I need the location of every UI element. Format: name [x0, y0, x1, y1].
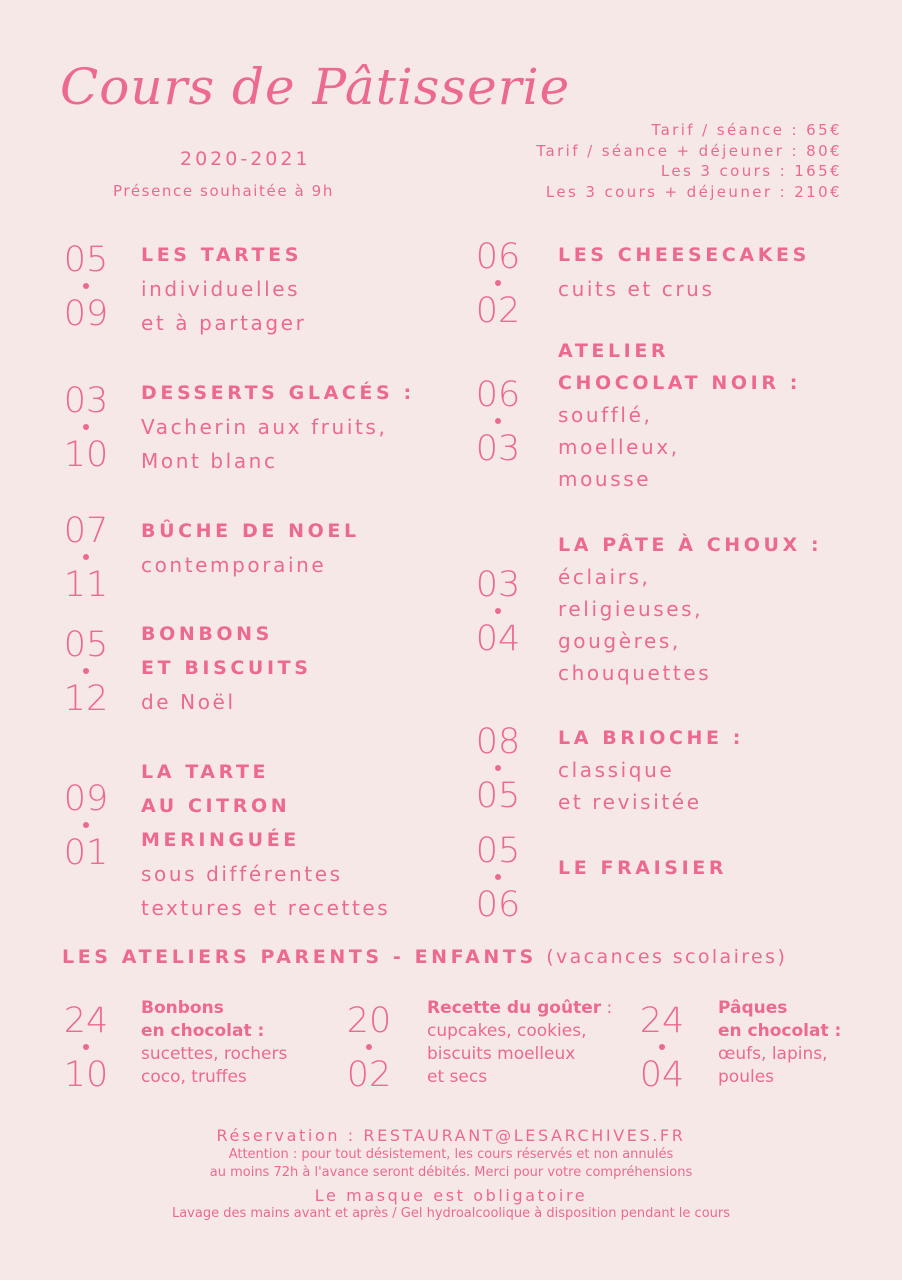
course-heading: LES CHEESECAKES: [558, 244, 810, 266]
course-heading: LA BRIOCHE :: [558, 727, 744, 749]
course-month: 03: [475, 429, 521, 469]
workshop-day: 24: [639, 1001, 685, 1041]
workshop-item: [718, 997, 841, 1089]
course-date: [472, 826, 524, 930]
course-heading: AU CITRON: [141, 795, 291, 817]
course-heading: BÛCHE DE NOEL: [141, 520, 360, 542]
course-heading: MERINGUÉE: [141, 829, 300, 851]
course-line: chouquettes: [558, 661, 712, 685]
workshop-line: cupcakes, cookies,: [427, 1021, 587, 1041]
course-line: sous différentes: [141, 862, 343, 886]
cancellation-line: au moins 72h à l'avance seront débités. Merci pour votre compréhensions: [209, 1165, 693, 1180]
workshop-month: 04: [639, 1055, 685, 1095]
workshop-item: [141, 997, 287, 1089]
course-day: 08: [475, 722, 521, 762]
workshop-month: 02: [346, 1055, 392, 1095]
course-line: de Noël: [141, 690, 236, 714]
course-item: [141, 514, 360, 582]
price-line: Les 3 cours + déjeuner : 210€: [545, 182, 842, 201]
course-month: 09: [63, 294, 109, 334]
course-line: contemporaine: [141, 553, 327, 577]
course-item: [141, 755, 390, 925]
price-line: Les 3 cours : 165€: [660, 162, 842, 180]
season-year: 2020-2021: [180, 148, 311, 170]
course-heading: LA PÂTE À CHOUX :: [558, 534, 823, 556]
course-day: 07: [63, 511, 109, 551]
course-month: 04: [475, 619, 521, 659]
workshop-heading: en chocolat :: [141, 1021, 265, 1041]
course-item: [558, 529, 822, 689]
course-date: [60, 774, 112, 878]
hygiene-notice: Lavage des mains avant et après / Gel hydroalcoolique à disposition pendant le cours: [171, 1206, 731, 1221]
course-heading: BONBONS: [141, 623, 273, 645]
course-line: Vacherin aux fruits,: [141, 415, 388, 439]
workshop-heading: en chocolat :: [718, 1021, 842, 1041]
course-day: 06: [475, 237, 521, 277]
workshop-heading: Recette du goûter: [427, 998, 602, 1018]
workshop-heading-suffix: :: [601, 998, 613, 1018]
cancellation-note: [0, 1146, 902, 1182]
course-line: éclairs,: [558, 565, 651, 589]
course-line: et revisitée: [558, 790, 702, 814]
price-line: Tarif / séance : 65€: [651, 121, 842, 139]
course-day: 05: [63, 240, 109, 280]
workshop-line: et secs: [427, 1067, 488, 1087]
workshop-line: coco, truffes: [141, 1067, 247, 1087]
workshop-line: œufs, lapins,: [718, 1044, 828, 1064]
cancellation-line: Attention : pour tout désistement, les cours réservés et non annulés: [228, 1147, 674, 1162]
course-line: textures et recettes: [141, 896, 391, 920]
course-item: [558, 238, 810, 306]
course-heading: ATELIER: [558, 340, 670, 362]
course-date: [60, 620, 112, 724]
workshop-day: 20: [346, 1001, 392, 1041]
course-day: 03: [63, 381, 109, 421]
course-line: cuits et crus: [558, 277, 715, 301]
course-line: Mont blanc: [141, 449, 278, 473]
workshop-date: [343, 996, 395, 1100]
reservation-line: Réservation : RESTAURANT@LESARCHIVES.FR: [216, 1126, 686, 1145]
course-line: soufflé,: [558, 403, 653, 427]
course-heading: LE FRAISIER: [558, 857, 728, 879]
course-date: [472, 370, 524, 474]
course-date: [472, 232, 524, 336]
course-heading: LA TARTE: [141, 761, 270, 783]
workshop-date: [636, 996, 688, 1100]
course-item: [558, 335, 801, 495]
course-month: 06: [475, 885, 521, 925]
course-month: 12: [63, 679, 109, 719]
course-line: gougères,: [558, 629, 681, 653]
price-line: Tarif / séance + déjeuner : 80€: [536, 141, 842, 160]
course-date: [60, 506, 112, 610]
course-month: 01: [63, 833, 109, 873]
workshop-line: poules: [718, 1067, 775, 1087]
course-date: [60, 376, 112, 480]
workshop-month: 10: [63, 1055, 109, 1095]
price-list: [536, 120, 842, 202]
workshop-line: biscuits moelleux: [427, 1044, 576, 1064]
course-date: [60, 235, 112, 339]
course-heading: CHOCOLAT NOIR :: [558, 372, 801, 394]
workshops-heading: LES ATELIERS PARENTS - ENFANTS: [62, 946, 537, 968]
course-day: 06: [475, 375, 521, 415]
course-month: 05: [475, 776, 521, 816]
presence-note: Présence souhaitée à 9h: [113, 182, 334, 200]
course-item: [141, 238, 306, 340]
workshop-date: [60, 996, 112, 1100]
course-line: religieuses,: [558, 597, 704, 621]
course-day: 05: [475, 831, 521, 871]
workshops-title: [62, 946, 787, 968]
course-item: [141, 617, 311, 719]
course-day: 03: [475, 565, 521, 605]
course-item: [141, 376, 415, 478]
course-date: [472, 560, 524, 664]
course-item: [558, 851, 727, 885]
course-heading: DESSERTS GLACÉS :: [141, 382, 415, 404]
workshop-heading: Bonbons: [141, 998, 224, 1018]
course-line: et à partager: [141, 311, 307, 335]
workshop-day: 24: [63, 1001, 109, 1041]
course-month: 11: [63, 565, 109, 605]
course-day: 09: [63, 779, 109, 819]
course-line: individuelles: [141, 277, 301, 301]
workshops-subtitle: (vacances scolaires): [546, 946, 788, 968]
course-heading: LES TARTES: [141, 244, 302, 266]
course-month: 10: [63, 435, 109, 475]
course-item: [558, 722, 744, 818]
workshop-item: [427, 997, 612, 1089]
course-line: classique: [558, 758, 675, 782]
mask-notice: Le masque est obligatoire: [314, 1186, 588, 1205]
course-heading: ET BISCUITS: [141, 657, 312, 679]
course-month: 02: [475, 291, 521, 331]
course-date: [472, 717, 524, 821]
course-line: mousse: [558, 467, 652, 491]
page-title: Cours de Pâtisserie: [60, 58, 571, 116]
course-line: moelleux,: [558, 435, 680, 459]
workshop-line: sucettes, rochers: [141, 1044, 288, 1064]
course-day: 05: [63, 625, 109, 665]
workshop-heading: Pâques: [718, 998, 788, 1018]
